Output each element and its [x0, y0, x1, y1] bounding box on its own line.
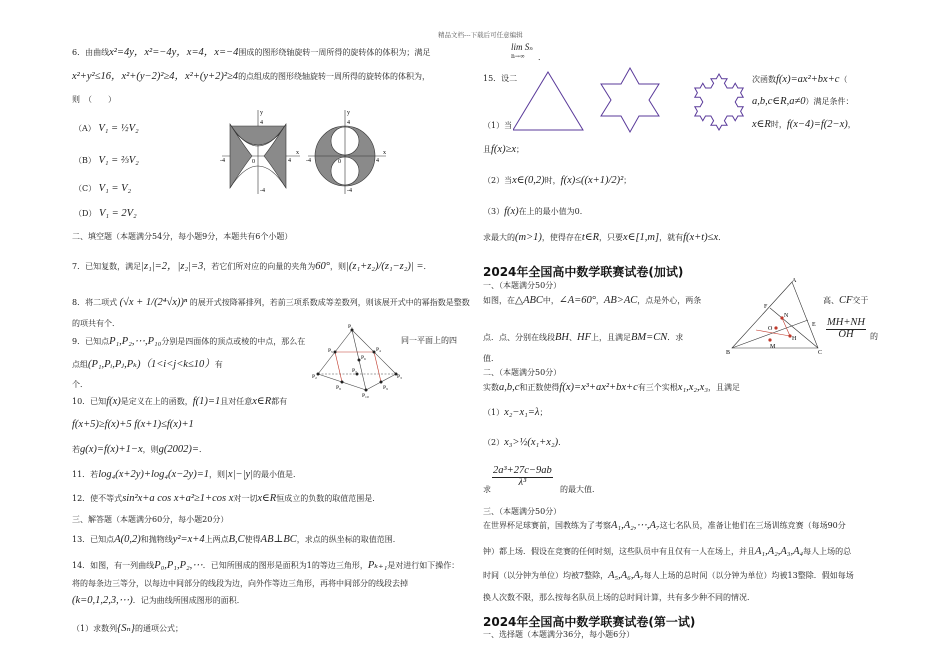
- q14-line4: （1）求数列{Sₙ}的通项公式；: [72, 623, 183, 634]
- q15-line1: 15．设二: [483, 74, 518, 83]
- q10-line3: 若g(x)=f(x)+1−x，则g(2002)=．: [72, 444, 207, 455]
- q15-line1-b: 次函数f(x)=ax²+bx+c（: [752, 74, 848, 85]
- fig6-label: 4: [288, 158, 291, 164]
- q6-then: 则 （ ）: [72, 95, 116, 104]
- lim-expression: lim Sₙ: [511, 42, 533, 52]
- figb1-label: E: [812, 322, 816, 328]
- q14-line2: 将的每条边三等分，以每边中间部分的线段为边，向外作等边三角形，再将中间部分的线段去掉: [72, 579, 408, 588]
- b3-line1: 在世界杯足球赛前，国教练为了考察A₁,A₂,⋯,A₇这七名队员，准备让他们在三场训练竞赛（每场90分: [483, 520, 846, 531]
- b1-line2-tail: 的: [870, 332, 878, 341]
- b3-line2: 钟）都上场．假设在竞赛的任何时刻，这些队员中有且仅有一人在场上，并且A₁,A₂,A₃,A₄每人上场的总: [483, 546, 852, 557]
- fig6-label: 0: [252, 159, 255, 165]
- q10-line1: 10．已知f(x)是定义在上的函数，f(1)=1且对任意x∈R都有: [72, 396, 288, 407]
- q13: 13．已知点A(0,2)和抛物线y²=x+4上两点B,C使得AB⊥BC，求点的纵坐标的取值范围．: [72, 534, 401, 545]
- b2-fraction-den: λ³: [518, 476, 527, 488]
- b3-heading: 三、（本题满分50分）: [483, 507, 562, 516]
- fig6-label: x: [383, 150, 386, 156]
- fig9-label: P₄: [376, 347, 381, 353]
- b1-line3: 值．: [483, 354, 499, 363]
- fig6-label: -4: [347, 188, 352, 194]
- q8-line1: 8．将二项式 (√x + 1/(2⁴√x))ⁿ 的展开式按降幂排列，若前三项系数成等差数列，则该展开式中的幂指数是整数: [72, 297, 470, 308]
- q9-line1: 9．已知点P₁,P₂,⋯,P₁₀分别是四面体的顶点或棱的中点，那么在: [72, 336, 306, 347]
- q6-figure-left: [220, 110, 300, 194]
- fig9-label: P₁: [348, 324, 353, 330]
- option-a: （A） V₁ = ½V₂: [74, 123, 139, 134]
- q12: 12．使不等式sin²x+a cos x+a²≥1+cos x对一切x∈R恒成立的负数的取值范围是．: [72, 493, 381, 504]
- fig6-label: 4: [376, 158, 379, 164]
- b2-cond2: （2）x₃>½(x₁+x₂)．: [483, 437, 567, 448]
- lim-end: ．: [538, 53, 546, 62]
- b1-fraction-den: OH: [838, 328, 854, 340]
- q15-ask: 求最大的(m>1)，使得存在t∈R，只要x∈[1,m]，就有f(x+t)≤x．: [483, 232, 727, 243]
- q6-line1: 6．由曲线x²=4y，x²=−4y，x=4，x=−4围成的图形绕轴旋转一周所得的旋转体的体积为；满足: [72, 47, 431, 58]
- b1-line1-right: 高、CF交于: [823, 295, 869, 306]
- section2-heading: 二、填空题（本题满分54分，每小题9分，本题共有6个小题）: [72, 232, 293, 241]
- figb1-label: B: [726, 350, 731, 356]
- fig9-label: P₅: [328, 348, 333, 354]
- b3-line3: 时间（以分钟为单位）均被7整除，A₅,A₆,A₇每人上场的总时间（以分钟为单位）均被13整除．假如每场: [483, 570, 854, 581]
- q6-figure-right: [306, 110, 386, 194]
- option-b: （B） V₁ = ⅔V₂: [74, 155, 139, 166]
- b1-line1: 如图，在△ABC中，∠A=60°，AB>AC，点是外心，两条: [483, 295, 702, 306]
- figb1-label: C: [818, 350, 823, 356]
- b2-line1: 实数a,b,c和正数使得f(x)=x³+ax²+bx+c有三个实根x₁,x₂,x₃，且满足: [483, 382, 740, 393]
- b2-cond1: （1）x₂−x₁=λ；: [483, 407, 548, 418]
- fig6-label: 4: [260, 120, 263, 126]
- q10-line2: f(x+5)≥f(x)+5 f(x+1)≤f(x)+1: [72, 419, 194, 430]
- fig9-label: P₇: [352, 368, 357, 374]
- fig6-label: -4: [220, 158, 225, 164]
- title-first-round: 2024年全国高中数学联赛试卷(第一试): [483, 615, 696, 629]
- figb1-label: A: [792, 278, 797, 284]
- b2-fraction-num: 2a³+27c−9ab: [493, 465, 552, 476]
- q11: 11．若log₄(x+2y)+log₄(x−2y)=1，则|x|−|y|的最小值是．: [72, 469, 301, 480]
- fig6-label: -4: [306, 158, 311, 164]
- q15-cond2: （2）当x∈(0,2)时，f(x)≤((x+1)/2)²；: [483, 175, 632, 186]
- b1-fraction-num: MH+NH: [827, 317, 866, 328]
- q15-cond1: x∈R时，f(x−4)=f(2−x)，: [752, 119, 856, 130]
- q15-cond3: （3）f(x)在上的最小值为0．: [483, 206, 588, 217]
- header-watermark: 精品文档---下载后可任意编辑: [438, 31, 523, 39]
- q7: 7．已知复数，满足|z₁|=2，|z₂|=3，若它们所对应的向量的夹角为60°，则|(z₁+z₂)/(z₁−z₂)| =．: [72, 261, 432, 272]
- fig9-label: P₉: [383, 385, 388, 391]
- q9-line1-tail: 同一平面上的四: [401, 336, 457, 345]
- p0-triangle: [513, 72, 583, 130]
- c-section1-heading: 一、选择题（本题满分36分，每小题6分）: [483, 630, 635, 639]
- b3-line4: 换人次数不限，那么按每名队员上场的总时间计算，共有多少种不同的情况．: [483, 593, 755, 602]
- b1-line2: 点．点、分别在线段BH、HF上，且满足BM=CN．求: [483, 332, 684, 343]
- q6-line2: x²+y²≤16，x²+(y−2)²≥4，x²+(y+2)²≥4的点组成的图形绕轴旋转一周所得的旋转体的体积为，: [72, 71, 431, 82]
- figb1-label: O: [768, 326, 773, 332]
- fig6-label: 0: [338, 159, 341, 165]
- q15-cond1b: 且f(x)≥x；: [483, 144, 524, 155]
- fig9-label: P₆: [361, 355, 366, 361]
- fig6-label: x: [296, 150, 299, 156]
- fig6-label: y: [260, 110, 263, 116]
- b1-figure: [726, 278, 826, 358]
- figb1-label: M: [770, 344, 776, 350]
- figb1-label: F: [764, 304, 768, 310]
- q9-line2: 点组(P₁,Pᵢ,Pⱼ,Pₖ)（1<i<j<k≤10）有: [72, 359, 223, 370]
- fig6-label: -4: [260, 188, 265, 194]
- q9-figure: [312, 322, 402, 398]
- q14-line3: (k=0,1,2,3,⋯)．记为曲线所围成图形的面积．: [72, 595, 245, 606]
- q14-figure: [513, 62, 758, 138]
- b2-fraction: [492, 466, 553, 488]
- fig6-label: y: [347, 110, 350, 116]
- figb1-label: H: [792, 336, 797, 342]
- b2-ask-prefix: 求: [483, 485, 491, 494]
- fig9-label: P₁₀: [362, 393, 369, 398]
- fig9-label: P₈: [336, 385, 341, 391]
- fig6-label: 4: [347, 120, 350, 126]
- section3-heading: 三、解答题（本题满分60分，每小题20分）: [72, 515, 229, 524]
- q6-figure: [218, 106, 393, 198]
- p2-snowflake: [695, 74, 743, 130]
- q15-line2: a,b,c∈R,a≠0）满足条件：: [752, 96, 854, 107]
- option-c: （C） V₁ = V₂: [74, 183, 132, 194]
- b2-ask-suffix: 的最大值．: [560, 485, 600, 494]
- b1-heading: 一、（本题满分50分）: [483, 281, 562, 290]
- q8-line2: 的项共有个．: [72, 319, 120, 328]
- p1-star: [601, 68, 659, 132]
- q9-line3: 个．: [72, 380, 88, 389]
- b2-heading: 二、（本题满分50分）: [483, 368, 562, 377]
- figb1-label: N: [784, 313, 789, 319]
- b1-fraction: [826, 318, 866, 340]
- option-d: （D） V₁ = 2V₂: [74, 208, 137, 219]
- lim-subscript: n→∞: [511, 53, 525, 60]
- title-plus-exam: 2024年全国高中数学联赛试卷(加试): [483, 265, 684, 279]
- q15-cond1-head: （1）当: [483, 121, 513, 130]
- fig9-label: P₃: [397, 374, 402, 380]
- q14-line1: 14．如图，有一列曲线P₀,P₁,P₂,⋯．已知所围成的图形是面积为1的等边三角形，Pₖ₊₁是对进行如下操作：: [72, 560, 460, 571]
- fig9-label: P₂: [312, 374, 317, 380]
